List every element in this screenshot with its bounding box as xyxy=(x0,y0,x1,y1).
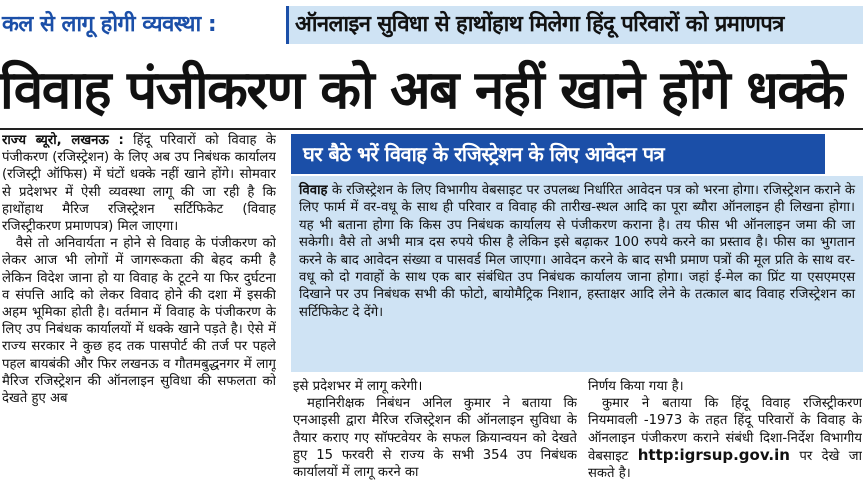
article-column-1 xyxy=(2,132,276,500)
column2-paragraph: महानिरीक्षक निबंधन अनिल कुमार ने बताया कि एनआइसी द्वारा मैरिज रजिस्ट्रेशन की ऑनलाइन सुविधा के तैयार कराए गए सॉफ्टवेयर के सफल क्रियान्वयन को देखते हुए 15 फरवरी से राज्य के सभी 354 उप निबंधक कार्यालयों में लागू करने का xyxy=(293,396,577,481)
website-url: http:igrsup.gov.in xyxy=(637,445,790,464)
top-banner xyxy=(0,0,863,50)
article-column-3 xyxy=(588,378,862,500)
kicker: कल से लागू होगी व्यवस्था : xyxy=(2,12,217,37)
column2-line-1: इसे प्रदेशभर में लागू करेगी। xyxy=(293,379,423,394)
box-lead-word: विवाह xyxy=(299,183,328,198)
subheadline: ऑनलाइन सुविधा से हाथोंहाथ मिलेगा हिंदू परिवारों को प्रमाणपत्र xyxy=(286,6,863,44)
box-heading: घर बैठे भरें विवाह के रजिस्ट्रेशन के लिए आवेदन पत्र xyxy=(291,134,825,174)
column3-paragraph xyxy=(588,395,862,482)
column3-text-before-url: कुमार ने बताया कि हिंदू विवाह रजिस्ट्रीकरण नियमावली -1973 के तहत हिंदू परिवारों के विवाह के ऑनलाइन पंजीकरण कराने संबंधी दिशा-निर्देश विभागीय वेबसाइट xyxy=(588,396,862,464)
column1-paragraph-1: हिंदू परिवारों को विवाह के पंजीकरण (रजिस्ट्रेशन) के लिए अब उप निबंधक कार्यालय (रजिस्ट्री ऑफिस) में घंटों धक्के नहीं खाने होंगे। सोमवार से प्रदेशभर में ऐसी व्यवस्था लागू की जा रही है कि हाथोंहाथ मैरिज रजिस्ट्रेशन सर्टिफिकेट (विवाह रजिस्ट्रीकरण प्रमाणपत्र) मिल जाएगा। xyxy=(2,133,276,235)
column3-text-after-url: पर देखे जा सकते है। xyxy=(588,448,862,482)
column3-line-1: निर्णय किया गया है। xyxy=(588,379,684,394)
column1-paragraph-2: वैसे तो अनिवार्यता न होने से विवाह के पंजीकरण को लेकर आज भी लोगों में जागरूकता की बेहद कमी है लेकिन विदेश जाना हो या विवाह के टूटने या फिर दुर्घटना व संपत्ति आदि को लेकर विवाद होने की दशा में इसकी अहम भूमिका होती है। वर्तमान में विवाह के पंजीकरण के लिए उप निबंधक कार्यालयों में धक्के खाने पड़ते है। ऐसे में राज्य सरकार ने कुछ हद तक पासपोर्ट की तर्ज पर पहले पहल बायबंकी और फिर लखनऊ व गौतमबुद्धनगर में लागू मैरिज रजिस्ट्रेशन की ऑनलाइन सुविधा की सफलता को देखते हुए अब xyxy=(2,236,276,407)
info-box xyxy=(291,176,863,372)
article-column-2 xyxy=(293,378,577,500)
headline-rule xyxy=(0,128,863,130)
headline: विवाह पंजीकरण को अब नहीं खाने होंगे धक्के xyxy=(0,60,844,121)
byline: राज्य ब्यूरो, लखनऊ : xyxy=(2,133,124,148)
box-text: के रजिस्ट्रेशन के लिए विभागीय वेबसाइट पर उपलब्ध निर्धारित आवेदन पत्र को भरना होगा। रजिस्ट्रेशन कराने के लिए फार्म में वर-वधू के साथ ही परिवार व विवाह की तारीख-स्थल आदि का पूरा ब्यौरा ऑनलाइन ही लिखना होगा। यह भी बताना होगा कि किस उप निबंधक कार्यालय से पंजीकरण कराना है। तय फीस भी ऑनलाइन जमा की जा सकेगी। वैसे तो अभी मात्र दस रुपये फीस है लेकिन इसे बढ़ाकर 100 रुपये करने का प्रस्ताव है। फीस का भुगतान करने के बाद आवेदन संख्या व पासवर्ड मिल जाएगा। आवेदन करने के बाद सभी प्रमाण पत्रों की मूल प्रति के साथ वर-वधू को दो गवाहों के साथ एक बार संबंधित उप निबंधक कार्यालय जाना होगा। जहां ई-मेल का प्रिंट या एसएमएस दिखाने पर उप निबंधक सभी की फोटो, बायोमैट्रिक निशान, हस्ताक्षर आदि लेने के तत्काल बाद विवाह रजिस्ट्रेशन का सर्टिफिकेट दे देंगे। xyxy=(299,183,855,320)
